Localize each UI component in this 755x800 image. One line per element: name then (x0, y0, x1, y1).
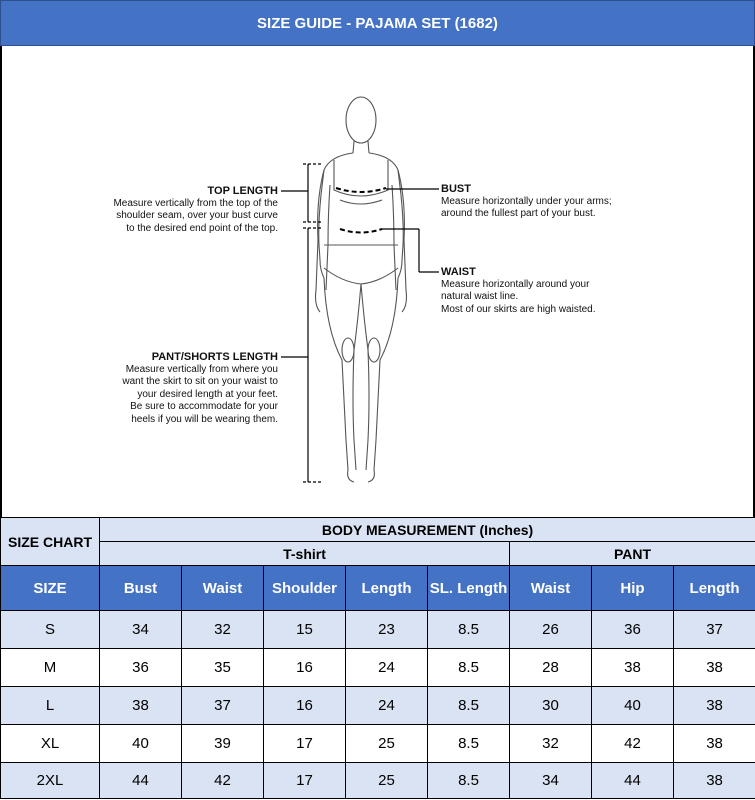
measurement-cell: 8.5 (428, 763, 510, 799)
bust-annotation (441, 183, 641, 221)
size-chart-label: SIZE CHART (1, 518, 100, 566)
table-row (1, 649, 755, 687)
measurement-cell: 42 (182, 763, 264, 799)
measurement-cell: 32 (510, 725, 592, 763)
column-header: Hip (592, 566, 674, 611)
pant-length-line: want the skirt to sit on your waist to (122, 376, 278, 387)
measurement-cell: 40 (100, 725, 182, 763)
measurement-cell: 8.5 (428, 611, 510, 649)
column-header: SIZE (1, 566, 100, 611)
table-row (1, 725, 755, 763)
measurement-cell: 37 (182, 687, 264, 725)
size-cell: XL (1, 725, 100, 763)
measurement-cell: 24 (346, 687, 428, 725)
size-cell: S (1, 611, 100, 649)
top-length-heading: TOP LENGTH (207, 185, 278, 197)
body-measurement-label: BODY MEASUREMENT (Inches) (100, 518, 755, 542)
column-header: Waist (510, 566, 592, 611)
measurement-cell: 36 (100, 649, 182, 687)
waist-line: Measure horizontally around your (441, 278, 590, 290)
pant-length-heading: PANT/SHORTS LENGTH (151, 351, 278, 363)
bust-line: around the fullest part of your bust. (441, 208, 596, 219)
measurement-cell: 38 (674, 725, 755, 763)
column-header: Length (346, 566, 428, 611)
page-title: SIZE GUIDE - PAJAMA SET (1682) (0, 0, 755, 46)
size-chart-table (0, 517, 755, 799)
pant-length-annotation (102, 351, 278, 426)
table-row (1, 687, 755, 725)
measurement-cell: 8.5 (428, 725, 510, 763)
size-cell: 2XL (1, 763, 100, 799)
measurement-cell: 36 (592, 611, 674, 649)
measurement-cell: 15 (264, 611, 346, 649)
bust-line: Measure horizontally under your arms; (441, 195, 612, 207)
measurement-cell: 42 (592, 725, 674, 763)
measurement-cell: 44 (100, 763, 182, 799)
column-header: SL. Length (428, 566, 510, 611)
top-length-line: to the desired end point of the top. (126, 222, 278, 234)
column-header: Bust (100, 566, 182, 611)
waist-heading: WAIST (441, 266, 476, 278)
measurement-cell: 25 (346, 725, 428, 763)
measurement-cell: 38 (674, 687, 755, 725)
measurement-cell: 39 (182, 725, 264, 763)
pant-length-line: heels if you will be wearing them. (131, 413, 278, 425)
top-length-annotation (102, 185, 278, 235)
measurement-cell: 44 (592, 763, 674, 799)
measurement-cell: 17 (264, 763, 346, 799)
measurement-cell: 24 (346, 649, 428, 687)
table-row (1, 763, 755, 799)
pant-length-line: Measure vertically from where you (125, 363, 278, 375)
pant-length-line: your desired length at your feet. (137, 388, 278, 400)
measurement-cell: 8.5 (428, 687, 510, 725)
measurement-cell: 38 (674, 649, 755, 687)
tshirt-group-label: T-shirt (100, 542, 510, 566)
measurement-diagram (0, 46, 755, 518)
column-header: Waist (182, 566, 264, 611)
size-cell: L (1, 687, 100, 725)
measurement-cell: 17 (264, 725, 346, 763)
measurement-cell: 16 (264, 649, 346, 687)
measurement-cell: 40 (592, 687, 674, 725)
measurement-cell: 32 (182, 611, 264, 649)
measurement-cell: 23 (346, 611, 428, 649)
waist-line: natural waist line. (441, 291, 519, 302)
measurement-cell: 8.5 (428, 649, 510, 687)
waist-line: Most of our skirts are high waisted. (441, 303, 596, 315)
column-header: Length (674, 566, 755, 611)
measurement-cell: 35 (182, 649, 264, 687)
top-length-line: Measure vertically from the top of the (113, 197, 278, 209)
measurement-cell: 34 (510, 763, 592, 799)
table-row (1, 611, 755, 649)
measurement-cell: 30 (510, 687, 592, 725)
pant-length-line: Be sure to accommodate for your (130, 401, 278, 412)
top-length-line: shoulder seam, over your bust curve (116, 210, 278, 221)
measurement-cell: 16 (264, 687, 346, 725)
measurement-cell: 26 (510, 611, 592, 649)
measurement-cell: 38 (100, 687, 182, 725)
bust-heading: BUST (441, 183, 471, 195)
measurement-cell: 25 (346, 763, 428, 799)
waist-annotation (441, 266, 641, 316)
measurement-cell: 38 (592, 649, 674, 687)
column-header: Shoulder (264, 566, 346, 611)
measurement-cell: 34 (100, 611, 182, 649)
measurement-cell: 38 (674, 763, 755, 799)
pant-group-label: PANT (510, 542, 755, 566)
measurement-cell: 37 (674, 611, 755, 649)
size-cell: M (1, 649, 100, 687)
measurement-cell: 28 (510, 649, 592, 687)
